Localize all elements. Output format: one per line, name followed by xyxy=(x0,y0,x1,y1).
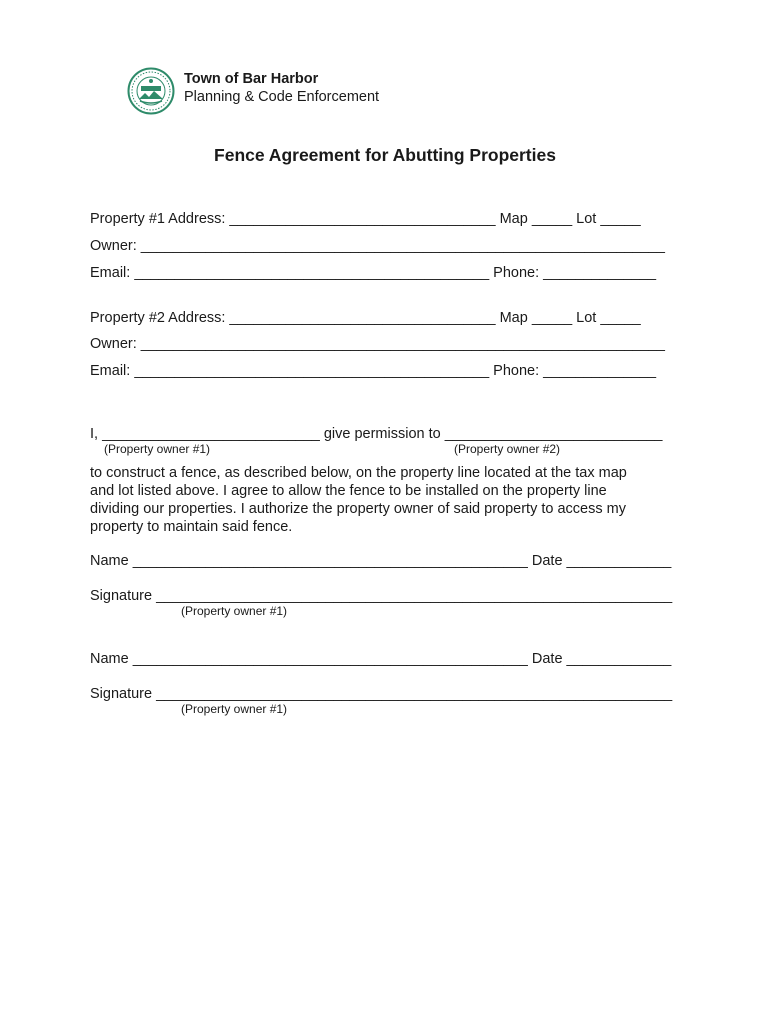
signature-field-2[interactable]: Signature ________________________________________________________________ xyxy=(90,686,673,702)
paragraph-line: to construct a fence, as described below, on the property line located at the tax map xyxy=(90,465,627,481)
caption-property-owner-2: (Property owner #2) xyxy=(454,442,561,456)
caption-property-owner-1: (Property owner #1) xyxy=(104,442,211,456)
paragraph-line: property to maintain said fence. xyxy=(90,519,293,535)
paragraph-line: and lot listed above. I agree to allow the fence to be installed on the property line xyxy=(90,483,607,499)
town-seal-icon xyxy=(127,67,175,115)
property1-email-phone-field[interactable]: Email: ____________________________________________ Phone: ______________ xyxy=(90,265,657,281)
name-date-field-1[interactable]: Name _________________________________________________ Date _____________ xyxy=(90,553,672,569)
signature-caption-1: (Property owner #1) xyxy=(181,604,288,618)
property2-address-field[interactable]: Property #2 Address: _________________________________ Map _____ Lot _____ xyxy=(90,310,641,326)
signature-caption-2: (Property owner #1) xyxy=(181,702,288,716)
department-name: Planning & Code Enforcement xyxy=(184,89,380,105)
header-block xyxy=(184,70,379,106)
property2-owner-field[interactable]: Owner: _________________________________________________________________ xyxy=(90,336,665,352)
agreement-paragraph xyxy=(90,464,670,536)
permission-line[interactable]: I, ___________________________ give permission to ___________________________ xyxy=(90,426,663,442)
property1-address-field[interactable]: Property #1 Address: _________________________________ Map _____ Lot _____ xyxy=(90,211,641,227)
signature-field-1[interactable]: Signature ________________________________________________________________ xyxy=(90,588,673,604)
document-title: Fence Agreement for Abutting Properties xyxy=(214,145,556,165)
property1-owner-field[interactable]: Owner: _________________________________________________________________ xyxy=(90,238,665,254)
town-name: Town of Bar Harbor xyxy=(184,71,319,87)
property2-email-phone-field[interactable]: Email: ____________________________________________ Phone: ______________ xyxy=(90,363,657,379)
name-date-field-2[interactable]: Name _________________________________________________ Date _____________ xyxy=(90,651,672,667)
paragraph-line: dividing our properties. I authorize the property owner of said property to access my xyxy=(90,501,626,517)
